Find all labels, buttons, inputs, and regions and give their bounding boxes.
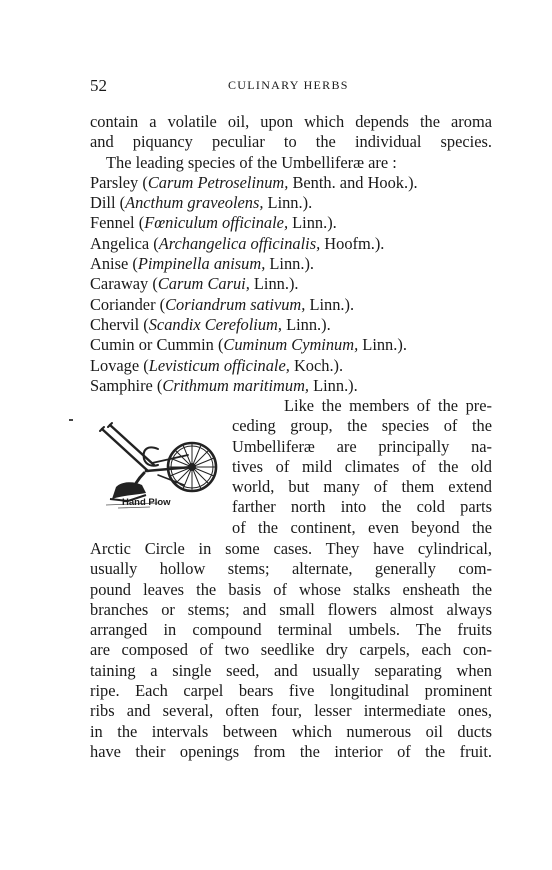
species-latin-name: Coriandrum sativum,	[165, 294, 306, 314]
text-line: pound leaves the basis of whose stalks ensheath the	[90, 579, 492, 599]
text-line: have their openings from the interior of the fruit.	[90, 741, 492, 761]
species-paren: (	[134, 213, 145, 233]
text-line: farther north into the cold parts	[232, 497, 492, 517]
species-latin-name: Crithmum maritimum,	[162, 375, 310, 395]
text-line: in the intervals between which numerous oil ducts	[90, 721, 492, 741]
species-common-name: Samphire	[90, 375, 153, 395]
text-line: world, but many of them extend	[232, 477, 492, 497]
species-entry	[90, 295, 492, 315]
species-paren: (	[128, 254, 138, 274]
page-number: 52	[90, 76, 107, 95]
species-paren: (	[138, 172, 148, 192]
text-line: ceding group, the species of the	[232, 416, 492, 436]
species-authority: Linn.).	[305, 294, 355, 314]
species-common-name: Angelica	[90, 233, 150, 253]
species-latin-name: Levisticum officinale,	[148, 355, 290, 375]
text-line: and piquancy peculiar to the individual species.	[90, 132, 492, 152]
species-paren: (	[149, 233, 159, 253]
text-line: The leading species of the Umbelliferæ are :	[106, 152, 397, 172]
species-latin-name: Fœniculum officinale,	[144, 213, 289, 233]
species-latin-name: Carum Carui,	[157, 274, 250, 294]
species-common-name: Fennel	[90, 213, 135, 233]
body-text-bottom	[90, 539, 492, 762]
species-authority: Linn.).	[288, 213, 337, 233]
species-paren: (	[115, 193, 126, 213]
species-entry	[90, 173, 492, 193]
body-text-top	[90, 112, 492, 396]
text-line: Arctic Circle in some cases. They have cylindrical,	[90, 539, 492, 558]
text-line: usually hollow stems; alternate, generally com-	[90, 559, 492, 579]
species-latin-name: Carum Petroselinum,	[147, 172, 289, 192]
species-entry	[90, 315, 492, 335]
species-entry	[90, 335, 492, 355]
species-authority: Koch.).	[289, 355, 344, 375]
text-line: ribs and several, often four, lesser intermediate ones,	[90, 701, 492, 721]
species-latin-name: Pimpinella anisum,	[137, 254, 266, 274]
species-authority: Hoofm.).	[320, 233, 385, 253]
species-latin-name: Cuminum Cyminum,	[223, 335, 359, 355]
species-common-name: Dill	[90, 193, 116, 213]
species-entry	[90, 274, 492, 294]
species-entry	[90, 213, 492, 233]
species-common-name: Coriander	[90, 294, 156, 314]
species-common-name: Lovage	[90, 355, 140, 375]
species-paren: (	[148, 274, 158, 294]
species-paren: (	[155, 294, 166, 314]
figure-caption: Hand Plow	[122, 497, 171, 508]
species-common-name: Anise	[90, 254, 129, 274]
species-latin-name: Scandix Cerefolium,	[148, 314, 282, 334]
species-list	[90, 173, 492, 396]
text-line: Umbelliferæ are principally na-	[232, 436, 492, 456]
margin-mark	[69, 419, 73, 421]
text-line: contain a volatile oil, upon which depends the aroma	[90, 112, 492, 131]
species-entry	[90, 356, 492, 376]
species-authority: Linn.).	[249, 274, 299, 294]
species-common-name: Cumin or Cummin	[90, 335, 214, 355]
species-paren: (	[139, 314, 149, 334]
text-line: taining a single seed, and usually separating when	[90, 660, 492, 680]
species-entry	[90, 254, 492, 274]
text-line: branches or stems; and small flowers almost always	[90, 599, 492, 619]
species-authority: Linn.).	[358, 335, 407, 355]
running-head: CULINARY HERBS	[228, 78, 349, 92]
species-authority: Linn.).	[263, 193, 313, 213]
text-line: are composed of two seedlike dry carpels, each con-	[90, 640, 492, 660]
species-latin-name: Archangelica officinalis,	[158, 233, 321, 253]
species-entry	[90, 234, 492, 254]
species-common-name: Chervil	[90, 314, 140, 334]
text-line: Like the members of the pre-	[284, 396, 492, 415]
species-authority: Linn.).	[309, 375, 358, 395]
text-line: tives of mild climates of the old	[232, 456, 492, 476]
species-latin-name: Ancthum graveolens,	[125, 193, 264, 213]
text-line: ripe. Each carpel bears five longitudinal prominent	[90, 681, 492, 701]
species-authority: Benth. and Hook.).	[288, 172, 418, 192]
body-text-wrapped	[232, 396, 492, 538]
species-authority: Linn.).	[265, 254, 315, 274]
species-common-name: Caraway	[90, 274, 149, 294]
species-authority: Linn.).	[281, 314, 331, 334]
text-line: arranged in compound terminal umbels. The fruits	[90, 620, 492, 640]
species-paren: (	[213, 335, 224, 355]
text-line: of the continent, even beyond the	[232, 517, 492, 537]
species-paren: (	[152, 375, 163, 395]
species-common-name: Parsley	[90, 172, 139, 192]
species-paren: (	[139, 355, 149, 375]
species-entry	[90, 193, 492, 213]
species-entry	[90, 376, 492, 396]
